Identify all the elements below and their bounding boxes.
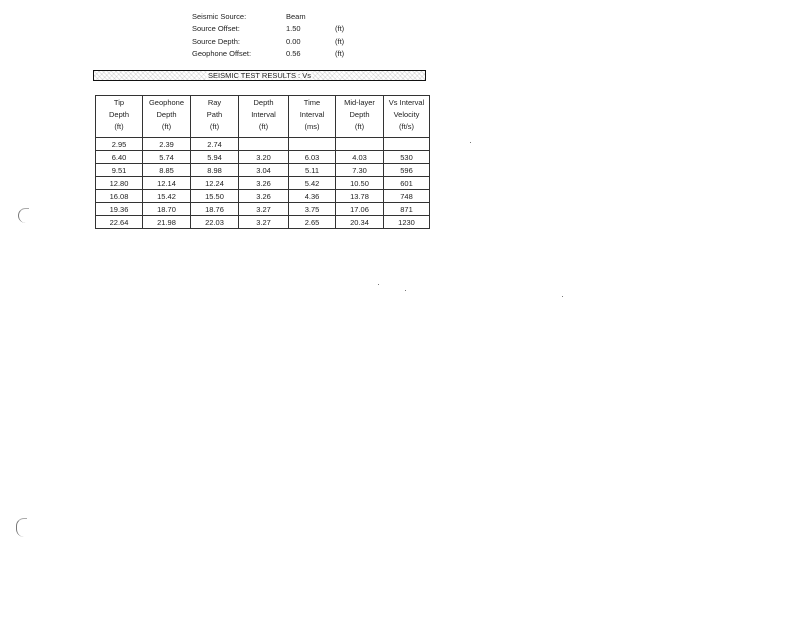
table-row — [96, 151, 430, 164]
header-geophone-depth: Geophone Depth (ft) — [143, 96, 191, 138]
cell-geophone-depth: 2.39 — [143, 138, 191, 151]
cell-velocity: 601 — [384, 177, 430, 190]
cell-tip-depth: 6.40 — [96, 151, 143, 164]
cell-depth-interval: 3.04 — [239, 164, 289, 177]
table-row — [96, 216, 430, 229]
cell-ray-path: 12.24 — [191, 177, 239, 190]
cell-time-interval: 5.42 — [289, 177, 336, 190]
cell-midlayer-depth: 17.06 — [336, 203, 384, 216]
cell-depth-interval — [239, 138, 289, 151]
cell-ray-path: 18.76 — [191, 203, 239, 216]
cell-velocity — [384, 138, 430, 151]
header-vs-interval-velocity: Vs Interval Velocity (ft/s) — [384, 96, 430, 138]
table-row — [96, 190, 430, 203]
scan-artifact-mark — [18, 208, 29, 223]
param-value: 1.50 — [286, 24, 301, 34]
cell-midlayer-depth: 4.03 — [336, 151, 384, 164]
cell-midlayer-depth: 7.30 — [336, 164, 384, 177]
cell-geophone-depth: 21.98 — [143, 216, 191, 229]
cell-ray-path: 8.98 — [191, 164, 239, 177]
table-row — [96, 203, 430, 216]
cell-ray-path: 15.50 — [191, 190, 239, 203]
param-unit: (ft) — [335, 36, 345, 46]
param-value: Beam — [286, 12, 306, 21]
cell-velocity: 748 — [384, 190, 430, 203]
cell-tip-depth: 22.64 — [96, 216, 143, 229]
cell-ray-path: 5.94 — [191, 151, 239, 164]
cell-time-interval — [289, 138, 336, 151]
cell-tip-depth: 12.80 — [96, 177, 143, 190]
cell-tip-depth: 16.08 — [96, 190, 143, 203]
cell-time-interval: 6.03 — [289, 151, 336, 164]
param-unit: (ft) — [335, 24, 345, 34]
cell-tip-depth: 19.36 — [96, 203, 143, 216]
cell-geophone-depth: 12.14 — [143, 177, 191, 190]
scan-speck — [470, 142, 471, 143]
cell-tip-depth: 9.51 — [96, 164, 143, 177]
param-label: Seismic Source: — [192, 12, 247, 21]
cell-ray-path: 2.74 — [191, 138, 239, 151]
param-label: Source Offset: — [192, 24, 240, 34]
header-midlayer-depth: Mid-layer Depth (ft) — [336, 96, 384, 138]
table-row — [96, 138, 430, 151]
cell-time-interval: 3.75 — [289, 203, 336, 216]
table-row — [96, 177, 430, 190]
scan-speck — [378, 284, 379, 285]
banner-title: SEISMIC TEST RESULTS : Vs — [208, 71, 311, 80]
cell-velocity: 1230 — [384, 216, 430, 229]
cell-depth-interval: 3.27 — [239, 203, 289, 216]
cell-geophone-depth: 15.42 — [143, 190, 191, 203]
cell-midlayer-depth: 20.34 — [336, 216, 384, 229]
cell-time-interval: 2.65 — [289, 216, 336, 229]
cell-depth-interval: 3.26 — [239, 177, 289, 190]
scan-speck — [405, 290, 406, 291]
cell-velocity: 596 — [384, 164, 430, 177]
cell-depth-interval: 3.20 — [239, 151, 289, 164]
table-header-row — [96, 96, 430, 138]
cell-velocity: 530 — [384, 151, 430, 164]
cell-depth-interval: 3.27 — [239, 216, 289, 229]
cell-midlayer-depth: 13.78 — [336, 190, 384, 203]
scan-artifact-mark — [16, 518, 27, 537]
header-tip-depth: Tip Depth (ft) — [96, 96, 143, 138]
cell-velocity: 871 — [384, 203, 430, 216]
param-value: 0.56 — [286, 48, 301, 58]
header-depth-interval: Depth Interval (ft) — [239, 96, 289, 138]
param-value: 0.00 — [286, 36, 301, 46]
cell-midlayer-depth: 10.50 — [336, 177, 384, 190]
results-banner — [93, 70, 426, 81]
cell-ray-path: 22.03 — [191, 216, 239, 229]
cell-time-interval: 5.11 — [289, 164, 336, 177]
table-row — [96, 164, 430, 177]
cell-geophone-depth: 8.85 — [143, 164, 191, 177]
cell-geophone-depth: 5.74 — [143, 151, 191, 164]
header-time-interval: Time Interval (ms) — [289, 96, 336, 138]
param-label: Geophone Offset: — [192, 48, 252, 58]
param-label: Source Depth: — [192, 36, 240, 46]
cell-time-interval: 4.36 — [289, 190, 336, 203]
seismic-results-table — [95, 95, 430, 229]
cell-depth-interval: 3.26 — [239, 190, 289, 203]
param-unit: (ft) — [335, 48, 345, 58]
cell-tip-depth: 2.95 — [96, 138, 143, 151]
cell-midlayer-depth — [336, 138, 384, 151]
header-ray-path: Ray Path (ft) — [191, 96, 239, 138]
cell-geophone-depth: 18.70 — [143, 203, 191, 216]
scan-speck — [562, 296, 563, 297]
